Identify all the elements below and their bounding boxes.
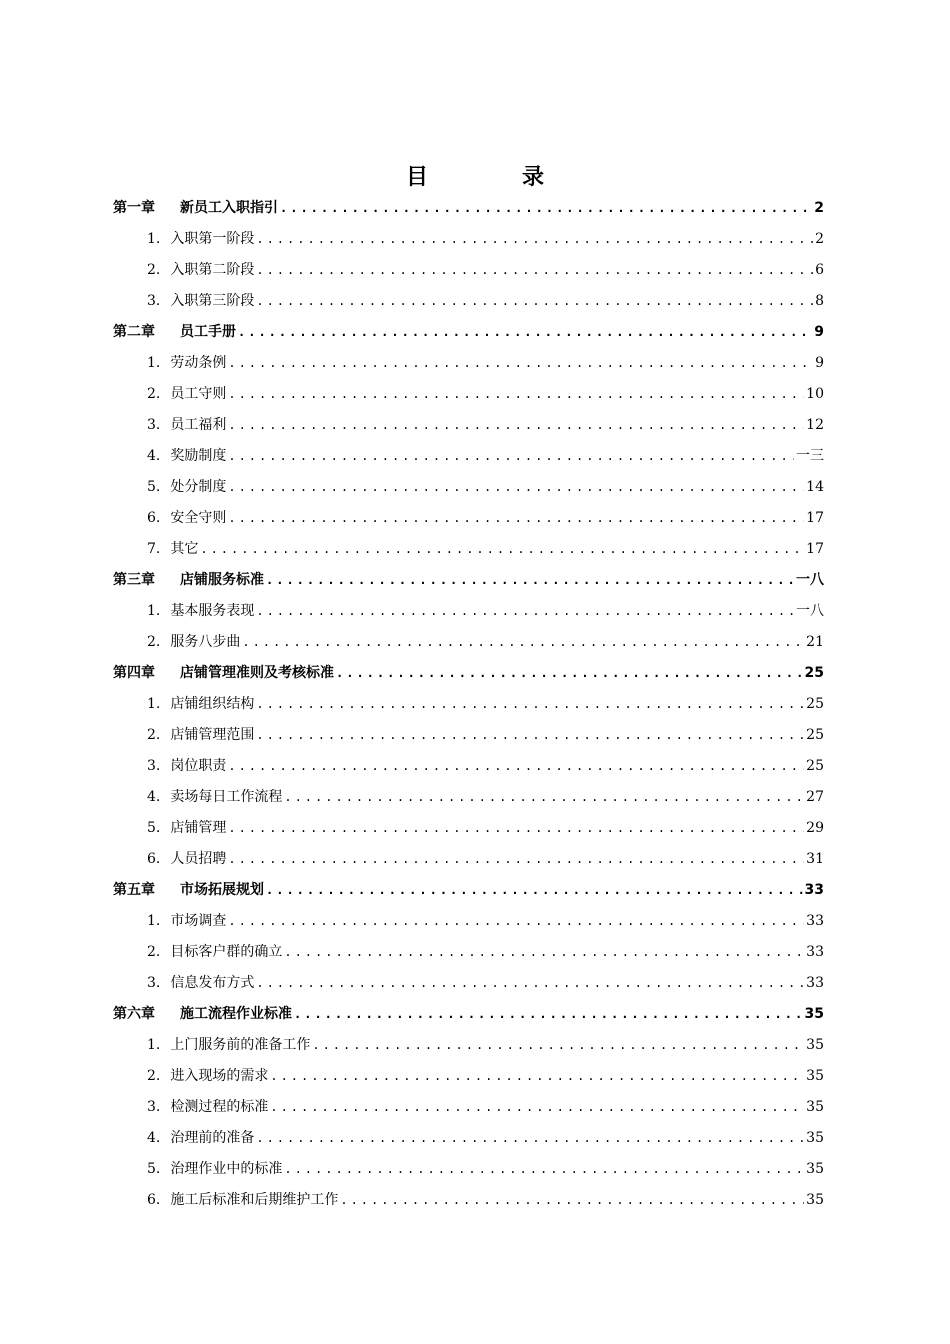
page-title: 目 录	[405, 164, 580, 190]
item-number: 1.	[147, 696, 161, 712]
entry-title: 施工流程作业标准	[180, 1006, 292, 1022]
page-number: 25	[806, 758, 824, 774]
entry-title: 人员招聘	[170, 851, 227, 867]
toc-item-entry[interactable]	[113, 1154, 824, 1185]
dot-leader	[256, 968, 804, 999]
entry-title: 安全守则	[170, 510, 227, 526]
toc-entry-label	[147, 410, 226, 441]
toc-entry-label	[113, 875, 264, 906]
dot-leader	[266, 565, 794, 596]
toc-entry-label	[147, 1123, 254, 1154]
toc-item-entry[interactable]	[113, 1123, 824, 1154]
item-number: 2.	[147, 727, 161, 743]
toc-item-entry[interactable]	[113, 286, 824, 317]
entry-title: 入职第二阶段	[170, 262, 255, 278]
dot-leader	[228, 441, 794, 472]
page-number: 2	[814, 200, 824, 216]
entry-title: 店铺组织结构	[170, 696, 255, 712]
entry-title: 检测过程的标准	[170, 1099, 269, 1115]
entry-title: 店铺管理范围	[170, 727, 255, 743]
toc-chapter-entry[interactable]	[113, 658, 824, 689]
item-number: 4.	[147, 448, 161, 464]
item-number: 4.	[147, 789, 161, 805]
item-number: 1.	[147, 231, 161, 247]
item-number: 5.	[147, 1161, 161, 1177]
page-number: 12	[806, 417, 824, 433]
page-number: 29	[806, 820, 824, 836]
dot-leader	[256, 255, 813, 286]
entry-title: 处分制度	[170, 479, 227, 495]
dot-leader	[200, 534, 804, 565]
toc-entry-label	[113, 658, 334, 689]
entry-title: 治理前的准备	[170, 1130, 255, 1146]
page-number: 8	[815, 293, 824, 309]
dot-leader	[270, 1061, 804, 1092]
page-number: 35	[806, 1130, 824, 1146]
item-number: 5.	[147, 479, 161, 495]
toc-item-entry[interactable]	[113, 751, 824, 782]
entry-title: 岗位职责	[170, 758, 227, 774]
chapter-number: 第二章	[113, 324, 155, 340]
toc-item-entry[interactable]	[113, 1030, 824, 1061]
dot-leader	[256, 1123, 804, 1154]
toc-entry-label	[113, 317, 236, 348]
entry-title: 劳动条例	[170, 355, 227, 371]
toc-item-entry[interactable]	[113, 379, 824, 410]
toc-item-entry[interactable]	[113, 844, 824, 875]
entry-title: 员工守则	[170, 386, 227, 402]
page-number: 27	[806, 789, 824, 805]
item-number: 1.	[147, 355, 161, 371]
entry-title: 基本服务表现	[170, 603, 255, 619]
item-number: 2.	[147, 386, 161, 402]
dot-leader	[256, 596, 794, 627]
toc-item-entry[interactable]	[113, 472, 824, 503]
dot-leader	[228, 906, 804, 937]
page-number: 10	[806, 386, 824, 402]
dot-leader	[228, 348, 813, 379]
page-number: 9	[814, 324, 824, 340]
toc-item-entry[interactable]	[113, 503, 824, 534]
toc-entry-label	[147, 1092, 268, 1123]
item-number: 1.	[147, 1037, 161, 1053]
toc-entry-label	[147, 1030, 310, 1061]
dot-leader	[228, 410, 804, 441]
page-number: 25	[804, 665, 824, 681]
toc-entry-label	[147, 1154, 282, 1185]
toc-item-entry[interactable]	[113, 813, 824, 844]
toc-chapter-entry[interactable]	[113, 317, 824, 348]
toc-item-entry[interactable]	[113, 720, 824, 751]
chapter-number: 第六章	[113, 1006, 155, 1022]
dot-leader	[340, 1185, 804, 1216]
toc-entry-label	[113, 999, 292, 1030]
toc-item-entry[interactable]	[113, 596, 824, 627]
entry-title: 目标客户群的确立	[170, 944, 283, 960]
toc-entry-label	[113, 565, 264, 596]
item-number: 4.	[147, 1130, 161, 1146]
toc-entry-label	[147, 255, 254, 286]
dot-leader	[280, 193, 812, 224]
page-number: 一三	[796, 448, 824, 464]
toc-chapter-entry[interactable]	[113, 565, 824, 596]
page-number: 35	[806, 1099, 824, 1115]
page-number: 31	[806, 851, 824, 867]
dot-leader	[228, 751, 804, 782]
toc-entry-label	[147, 937, 282, 968]
toc-entry-label	[147, 441, 226, 472]
toc-item-entry[interactable]	[113, 224, 824, 255]
dot-leader	[228, 503, 804, 534]
item-number: 6.	[147, 1192, 161, 1208]
toc-entry-label	[147, 720, 254, 751]
toc-item-entry[interactable]	[113, 255, 824, 286]
page-number: 21	[806, 634, 824, 650]
entry-title: 上门服务前的准备工作	[170, 1037, 311, 1053]
toc-entry-label	[147, 813, 226, 844]
item-number: 6.	[147, 851, 161, 867]
item-number: 6.	[147, 510, 161, 526]
dot-leader	[284, 937, 804, 968]
entry-title: 施工后标准和后期维护工作	[170, 1192, 339, 1208]
dot-leader	[256, 689, 804, 720]
toc-entry-label	[147, 782, 282, 813]
toc-entry-label	[147, 286, 254, 317]
page-number: 33	[804, 882, 824, 898]
dot-leader	[266, 875, 803, 906]
toc-entry-label	[147, 906, 226, 937]
dot-leader	[228, 379, 804, 410]
entry-title: 店铺服务标准	[180, 572, 264, 588]
toc-entry-label	[147, 472, 226, 503]
toc-entry-label	[147, 627, 240, 658]
page-number: 35	[806, 1161, 824, 1177]
item-number: 2.	[147, 262, 161, 278]
dot-leader	[256, 286, 813, 317]
entry-title: 市场拓展规划	[180, 882, 264, 898]
toc-entry-label	[147, 224, 254, 255]
toc-item-entry[interactable]	[113, 627, 824, 658]
item-number: 7.	[147, 541, 161, 557]
item-number: 2.	[147, 634, 161, 650]
toc-item-entry[interactable]	[113, 441, 824, 472]
toc-entry-label	[147, 348, 226, 379]
entry-title: 信息发布方式	[170, 975, 255, 991]
entry-title: 员工手册	[180, 324, 236, 340]
item-number: 2.	[147, 1068, 161, 1084]
toc-item-entry[interactable]	[113, 410, 824, 441]
entry-title: 其它	[170, 541, 199, 557]
toc-entry-label	[147, 1185, 338, 1216]
page-number: 33	[806, 975, 824, 991]
toc-item-entry[interactable]	[113, 1061, 824, 1092]
dot-leader	[228, 472, 804, 503]
item-number: 1.	[147, 913, 161, 929]
entry-title: 治理作业中的标准	[170, 1161, 283, 1177]
page-number: 25	[806, 696, 824, 712]
toc-chapter-entry[interactable]	[113, 193, 824, 224]
page-number: 17	[806, 510, 824, 526]
entry-title: 新员工入职指引	[180, 200, 278, 216]
toc-entry-label	[147, 1061, 268, 1092]
entry-title: 员工福利	[170, 417, 227, 433]
dot-leader	[256, 720, 804, 751]
toc-chapter-entry[interactable]	[113, 875, 824, 906]
toc-item-entry[interactable]	[113, 968, 824, 999]
toc-item-entry[interactable]	[113, 937, 824, 968]
page-number: 一八	[796, 603, 824, 619]
page-number: 35	[806, 1192, 824, 1208]
toc-entry-label	[113, 193, 278, 224]
entry-title: 服务八步曲	[170, 634, 241, 650]
chapter-number: 第五章	[113, 882, 155, 898]
page-number: 14	[806, 479, 824, 495]
dot-leader	[228, 844, 804, 875]
dot-leader	[270, 1092, 804, 1123]
dot-leader	[242, 627, 804, 658]
page-number: 一八	[796, 572, 824, 588]
page-number: 35	[806, 1037, 824, 1053]
dot-leader	[284, 782, 804, 813]
entry-title: 进入现场的需求	[170, 1068, 269, 1084]
toc-item-entry[interactable]	[113, 1185, 824, 1216]
page-number: 17	[806, 541, 824, 557]
dot-leader	[284, 1154, 804, 1185]
entry-title: 入职第一阶段	[170, 231, 255, 247]
toc-entry-label	[147, 596, 254, 627]
page-number: 35	[804, 1006, 824, 1022]
item-number: 5.	[147, 820, 161, 836]
entry-title: 卖场每日工作流程	[170, 789, 283, 805]
toc-item-entry[interactable]	[113, 782, 824, 813]
toc-item-entry[interactable]	[113, 906, 824, 937]
toc-chapter-entry[interactable]	[113, 999, 824, 1030]
item-number: 3.	[147, 758, 161, 774]
page-number: 35	[806, 1068, 824, 1084]
toc-entry-label	[147, 751, 226, 782]
toc-entry-label	[147, 534, 198, 565]
item-number: 2.	[147, 944, 161, 960]
page-number: 25	[806, 727, 824, 743]
chapter-number: 第四章	[113, 665, 155, 681]
toc-item-entry[interactable]	[113, 348, 824, 379]
dot-leader	[294, 999, 803, 1030]
entry-title: 市场调查	[170, 913, 227, 929]
table-of-contents	[113, 193, 824, 1216]
entry-title: 奖励制度	[170, 448, 227, 464]
item-number: 1.	[147, 603, 161, 619]
page-number: 33	[806, 913, 824, 929]
entry-title: 店铺管理	[170, 820, 227, 836]
dot-leader	[336, 658, 803, 689]
chapter-number: 第三章	[113, 572, 155, 588]
chapter-number: 第一章	[113, 200, 155, 216]
toc-entry-label	[147, 844, 226, 875]
toc-entry-label	[147, 379, 226, 410]
dot-leader	[228, 813, 804, 844]
entry-title: 店铺管理准则及考核标准	[180, 665, 334, 681]
entry-title: 入职第三阶段	[170, 293, 255, 309]
item-number: 3.	[147, 1099, 161, 1115]
toc-entry-label	[147, 503, 226, 534]
item-number: 3.	[147, 975, 161, 991]
toc-item-entry[interactable]	[113, 689, 824, 720]
item-number: 3.	[147, 293, 161, 309]
dot-leader	[312, 1030, 804, 1061]
toc-item-entry[interactable]	[113, 1092, 824, 1123]
toc-entry-label	[147, 689, 254, 720]
page-number: 6	[815, 262, 824, 278]
item-number: 3.	[147, 417, 161, 433]
toc-entry-label	[147, 968, 254, 999]
page-number: 2	[815, 231, 824, 247]
page-number: 33	[806, 944, 824, 960]
dot-leader	[256, 224, 813, 255]
page-number: 9	[815, 355, 824, 371]
dot-leader	[238, 317, 812, 348]
toc-item-entry[interactable]	[113, 534, 824, 565]
